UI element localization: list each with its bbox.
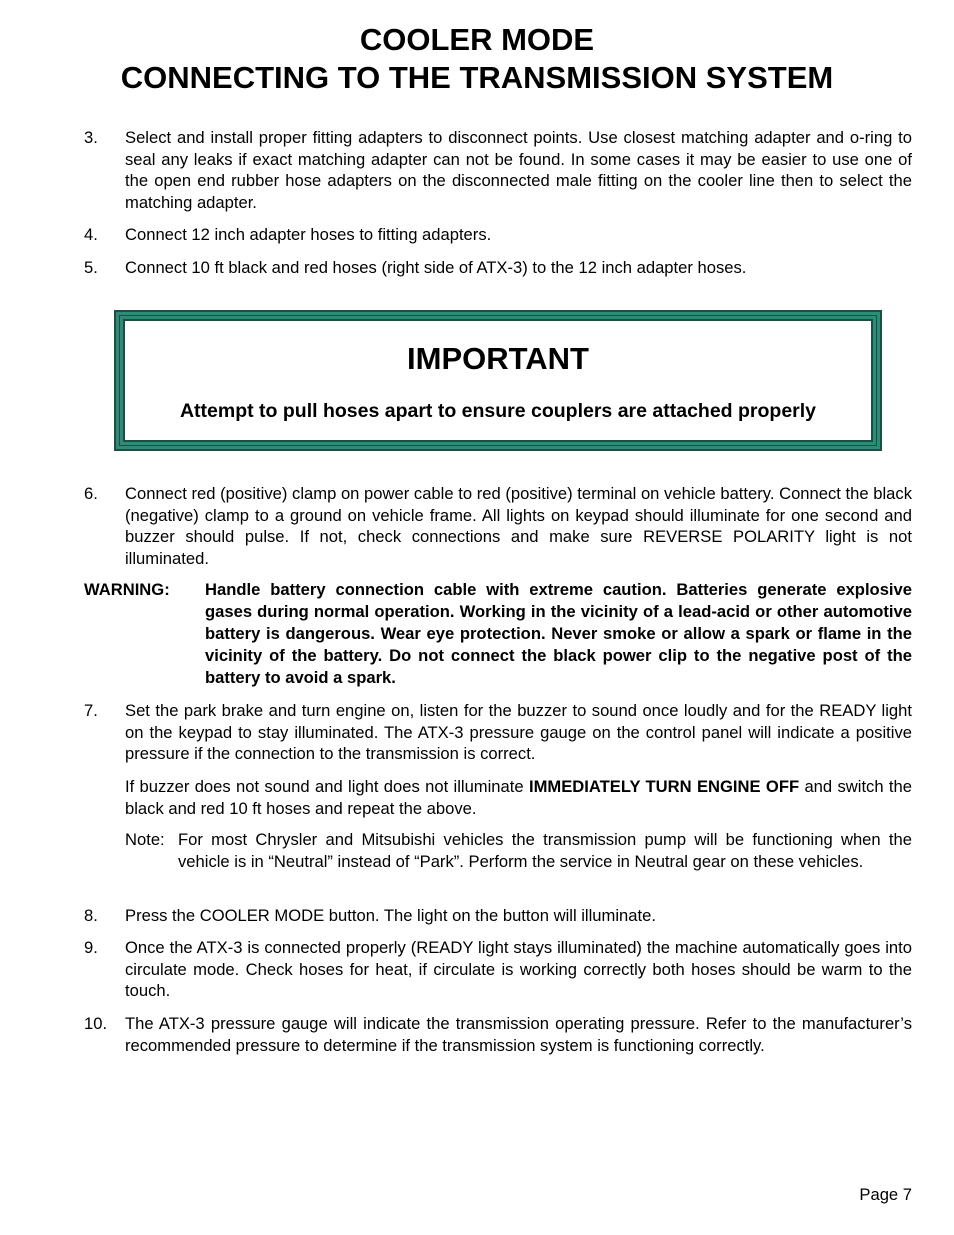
page-number: Page 7 — [859, 1185, 912, 1204]
warning-block — [84, 579, 912, 689]
note-text: For most Chrysler and Mitsubishi vehicles the transmission pump will be functioning when the vehicle is in “Neutral” instead of “Park”. Perform the service in Neutral gear on these vehicles. — [178, 830, 912, 871]
step-number: 6. — [84, 484, 98, 503]
step-text: Connect 10 ft black and red hoses (right side of ATX-3) to the 12 inch adapter hoses. — [125, 258, 747, 277]
important-title: IMPORTANT — [407, 341, 589, 376]
step-number: 8. — [84, 906, 98, 925]
note-block — [125, 829, 912, 872]
step-text: Connect red (positive) clamp on power cable to red (positive) terminal on vehicle battery. Connect the black (negative) clamp to a ground on vehicle frame. All lights on keypad should illuminate for one second and buzzer should pulse. If not, check connections and make sure REVERSE POLARITY light is not illuminated. — [125, 484, 912, 568]
list-item-step-4 — [84, 224, 912, 246]
important-text: Attempt to pull hoses apart to ensure couplers are attached properly — [179, 400, 817, 422]
note-label: Note: — [125, 830, 165, 849]
warning-text: Handle battery connection cable with extreme caution. Batteries generate explosive gases during normal operation. Working in the vicinity of a lead-acid or other automotive battery is dangerous. Wear eye protection. Never smoke or allow a spark or flame in the vicinity of the battery. Do not connect the black power clip to the negative post of the battery to avoid a spark. — [205, 580, 912, 687]
step-7-followup — [125, 776, 912, 819]
step-text: The ATX-3 pressure gauge will indicate the transmission operating pressure. Refer to the manufacturer’s recommended pressure to determine if the transmission system is functioning correctly. — [125, 1014, 912, 1055]
list-item-step-8 — [84, 905, 912, 927]
title-line-1: COOLER MODE — [359, 22, 595, 57]
step-text: Select and install proper fitting adapters to disconnect points. Use closest matching adapter and o-ring to seal any leaks if exact matching adapter can not be found. In some cases it may be easier to use one of the open end rubber hose adapters on the disconnected male fitting on the cooler line then to select the matching adapter. — [125, 128, 912, 212]
followup-text-start: If buzzer does not sound and light does not illuminate — [125, 777, 529, 796]
callout-body — [123, 319, 873, 442]
list-item-step-6 — [84, 483, 912, 569]
step-number: 7. — [84, 701, 98, 720]
step-text: Press the COOLER MODE button. The light on the button will illuminate. — [125, 906, 656, 925]
list-item-step-10 — [84, 1013, 912, 1056]
title-line-2: CONNECTING TO THE TRANSMISSION SYSTEM — [120, 60, 834, 95]
followup-text-end: and switch the black and red 10 ft hoses and repeat the above. — [125, 777, 912, 818]
list-item-step-7 — [84, 700, 912, 765]
warning-label: WARNING: — [84, 580, 170, 599]
list-item-step-9 — [84, 937, 912, 1002]
step-number: 3. — [84, 128, 98, 147]
list-item-step-5 — [84, 257, 912, 279]
important-callout — [114, 310, 882, 451]
list-item-step-3 — [84, 127, 912, 213]
step-number: 10. — [84, 1014, 108, 1033]
step-number: 4. — [84, 225, 98, 244]
step-number: 9. — [84, 938, 98, 957]
step-text: Set the park brake and turn engine on, listen for the buzzer to sound once loudly and for the READY light on the keypad to stay illuminated. The ATX-3 pressure gauge on the control panel will indicate a positive pressure if the connection to the transmission is correct. — [125, 701, 912, 764]
followup-emphasis: IMMEDIATELY TURN ENGINE OFF — [528, 777, 800, 796]
step-text: Connect 12 inch adapter hoses to fitting adapters. — [125, 225, 492, 244]
step-text: Once the ATX-3 is connected properly (READY light stays illuminated) the machine automatically goes into circulate mode. Check hoses for heat, if circulate is working correctly both hoses should be warm to the touch. — [125, 938, 912, 1001]
step-number: 5. — [84, 258, 98, 277]
page-title — [0, 21, 954, 97]
